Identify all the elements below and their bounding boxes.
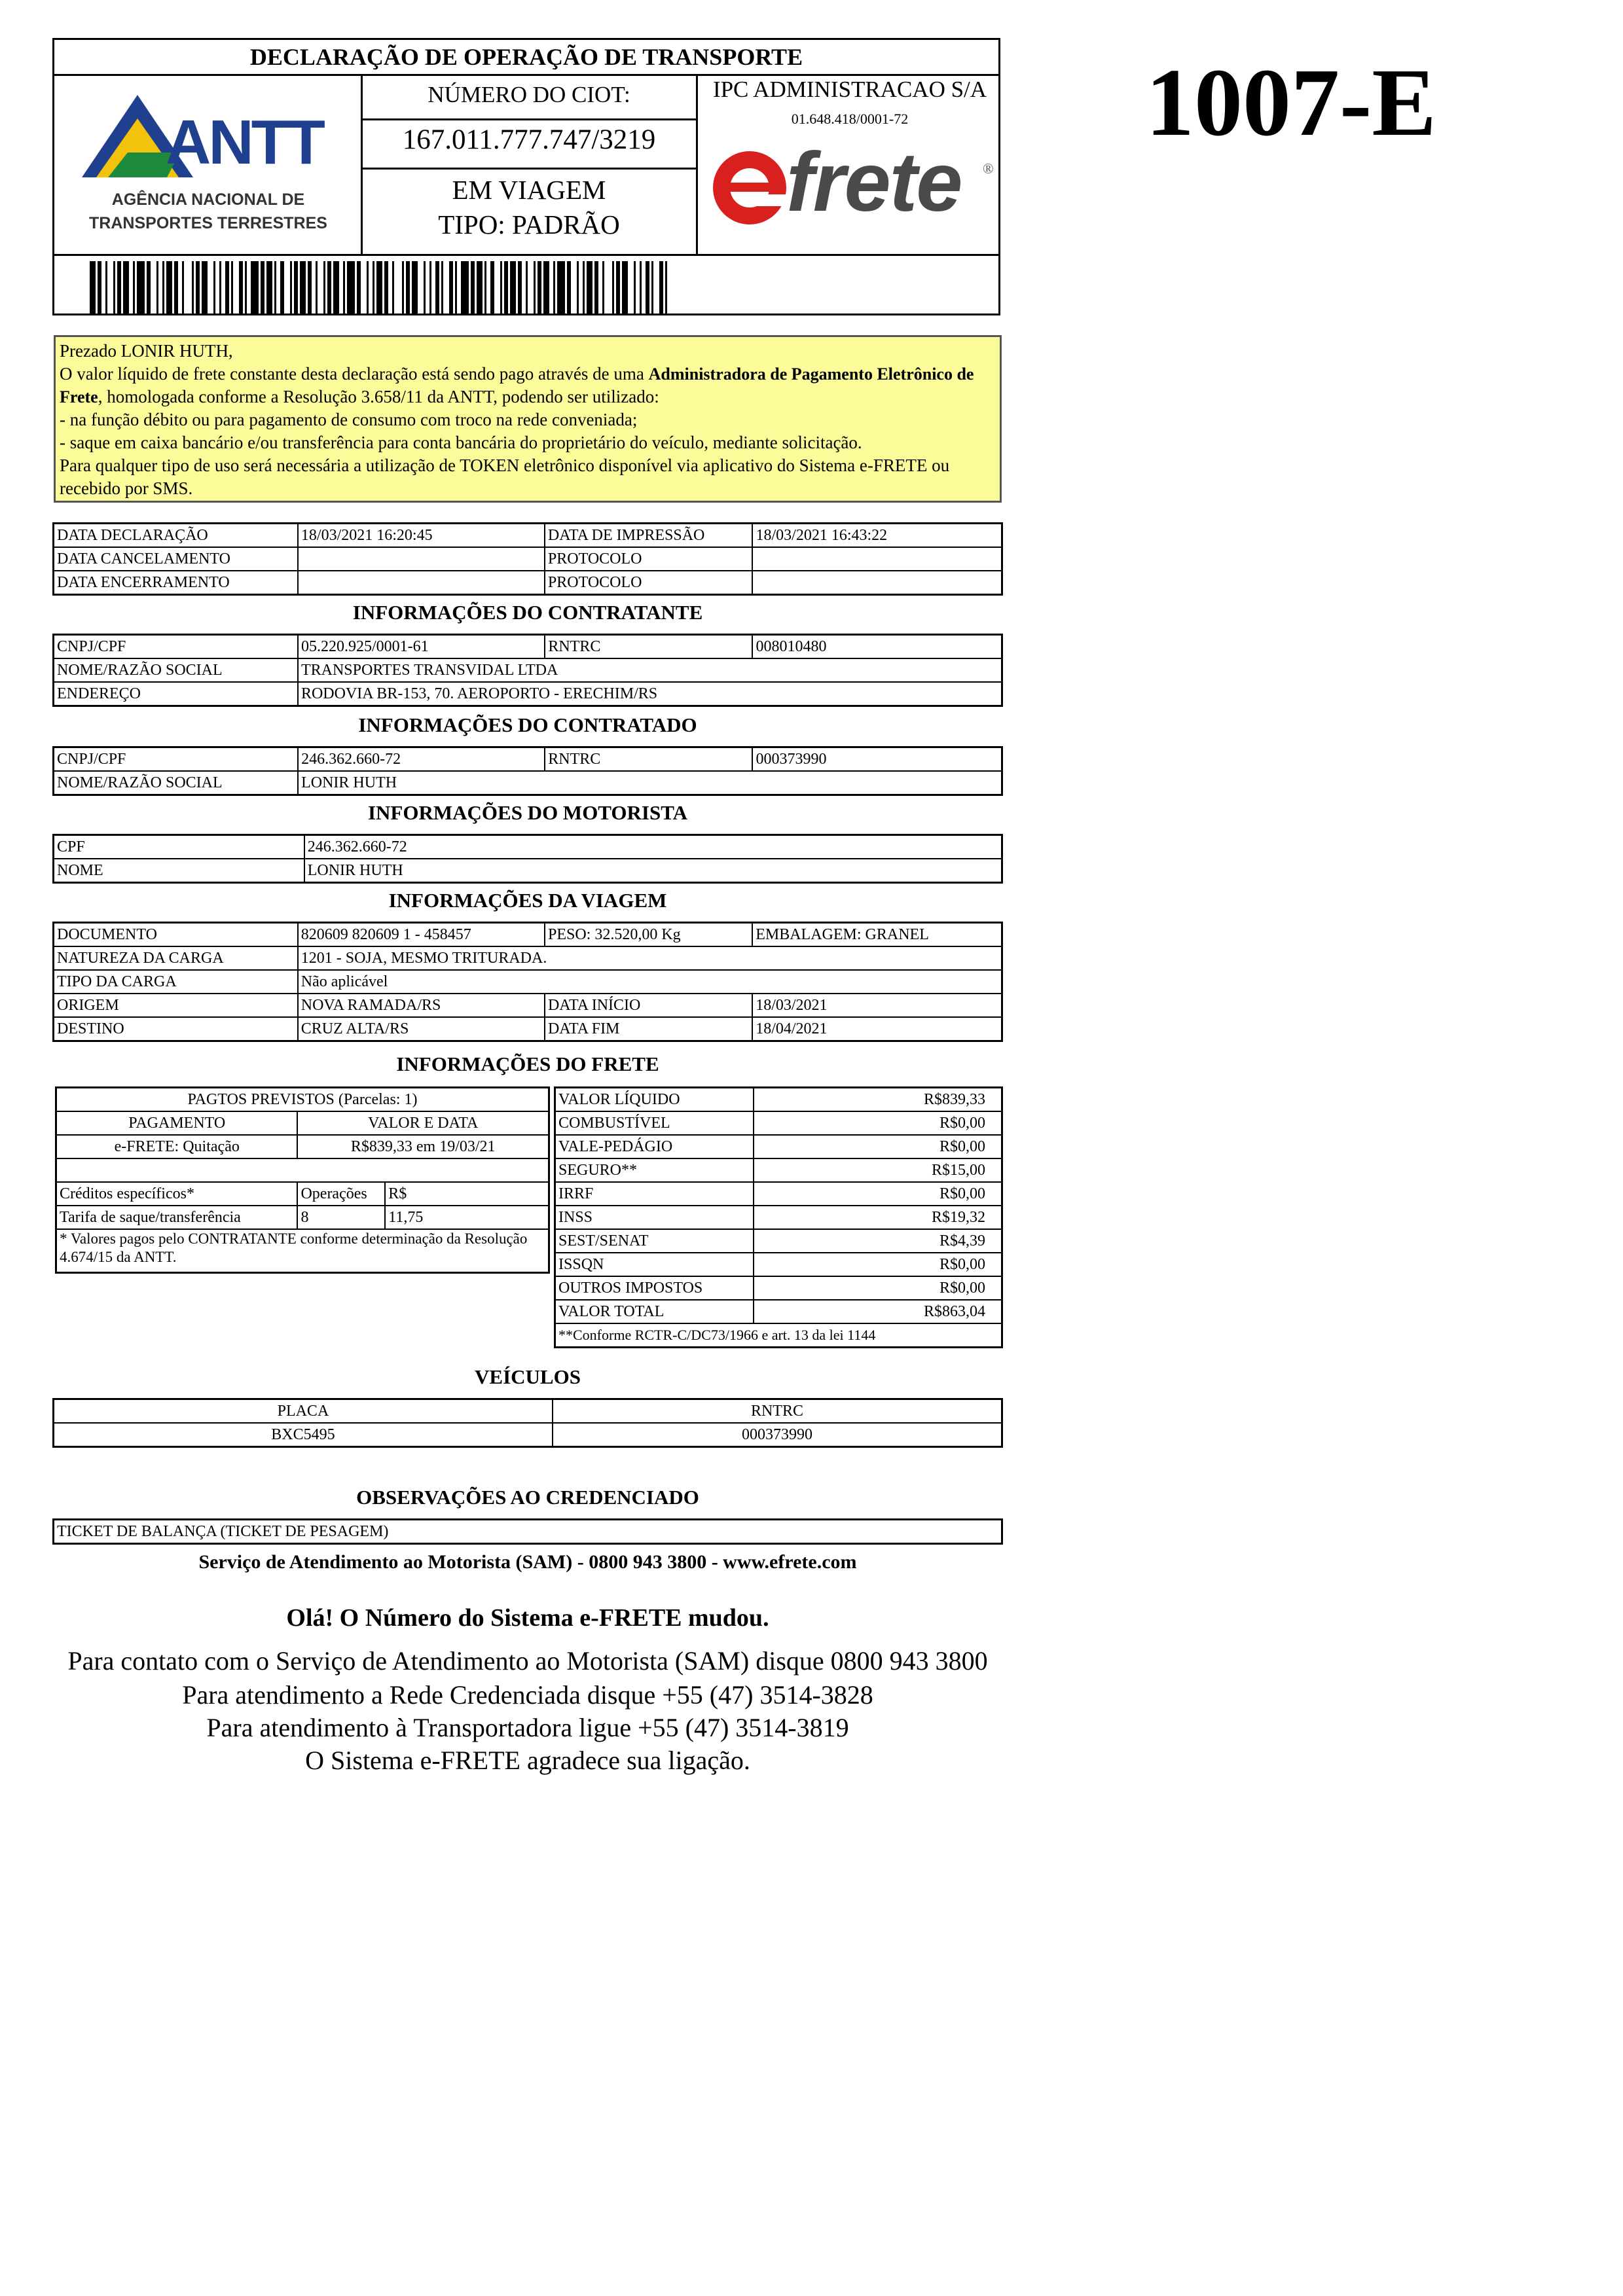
tarifa-valor: 11,75 [385, 1206, 549, 1229]
header-box [52, 38, 1000, 315]
observacoes-table [52, 1518, 1003, 1545]
valor-label: SEGURO** [555, 1158, 754, 1182]
valor-row [555, 1111, 1002, 1135]
notice-item-withdraw: - saque em caixa bancário e/ou transferência para conta bancária do proprietário do veículo, mediante solicitação. [60, 433, 862, 452]
valor-row [555, 1253, 1002, 1276]
contratado-cnpj-label: CNPJ/CPF [54, 747, 299, 772]
rs-label: R$ [385, 1182, 549, 1206]
valor-label: COMBUSTÍVEL [555, 1111, 754, 1135]
contratante-cnpj: 05.220.925/0001-61 [298, 635, 545, 659]
protocolo-value-2 [752, 571, 1002, 595]
valor-row [555, 1206, 1002, 1229]
valor-label: ISSQN [555, 1253, 754, 1276]
motorista-table [52, 834, 1003, 884]
pagamento-value: e-FRETE: Quitação [56, 1135, 298, 1158]
valor-amount: R$0,00 [754, 1135, 1002, 1158]
valor-row [555, 1300, 1002, 1323]
motorista-nome-label: NOME [54, 859, 304, 883]
valor-label: SEST/SENAT [555, 1229, 754, 1253]
contratante-rntrc-label: RNTRC [545, 635, 752, 659]
data-encerramento-label: DATA ENCERRAMENTO [54, 571, 298, 595]
peso-value: PESO: 32.520,00 Kg [545, 923, 752, 947]
contratado-rntrc: 000373990 [752, 747, 1002, 772]
valor-amount: R$0,00 [754, 1111, 1002, 1135]
tarifa-label: Tarifa de saque/transferência [56, 1206, 298, 1229]
data-inicio-label: DATA INÍCIO [545, 994, 752, 1017]
valor-amount: R$0,00 [754, 1276, 1002, 1300]
valor-row [555, 1158, 1002, 1182]
valor-row [555, 1182, 1002, 1206]
section-contratado: INFORMAÇÕES DO CONTRATADO [358, 713, 697, 736]
antt-logo [74, 92, 349, 243]
data-impressao-value: 18/03/2021 16:43:22 [752, 524, 1002, 548]
data-declaracao-value: 18/03/2021 16:20:45 [298, 524, 545, 548]
valor-label: VALOR TOTAL [555, 1300, 754, 1323]
natureza-label: NATUREZA DA CARGA [54, 946, 298, 970]
valor-amount: R$0,00 [754, 1182, 1002, 1206]
data-fim-label: DATA FIM [545, 1017, 752, 1041]
agency-name-line2: TRANSPORTES TERRESTRES [89, 214, 327, 232]
valor-label: VALE-PEDÁGIO [555, 1135, 754, 1158]
notice-item-debit: - na função débito ou para pagamento de consumo com troco na rede conveniada; [60, 410, 638, 429]
embalagem-value: EMBALAGEM: GRANEL [752, 923, 1002, 947]
data-cancelamento-value [298, 547, 545, 571]
notice-greeting: Prezado LONIR HUTH, [60, 341, 233, 361]
veiculo-rntrc-label: RNTRC [553, 1399, 1002, 1424]
origem-label: ORIGEM [54, 994, 298, 1017]
data-inicio-value: 18/03/2021 [752, 994, 1002, 1017]
placa-label: PLACA [54, 1399, 553, 1424]
protocolo-label-2: PROTOCOLO [545, 571, 753, 595]
protocolo-value [752, 547, 1002, 571]
data-fim-value: 18/04/2021 [752, 1017, 1002, 1041]
nota-resolucao: * Valores pagos pelo CONTRATANTE conforme determinação da Resolução 4.674/15 da ANTT. [56, 1229, 549, 1273]
contratante-nome-label: NOME/RAZÃO SOCIAL [54, 658, 298, 682]
dates-table [52, 522, 1003, 596]
valor-label: IRRF [555, 1182, 754, 1206]
valor-amount: R$0,00 [754, 1253, 1002, 1276]
motorista-cpf-label: CPF [54, 835, 304, 859]
contratado-cnpj: 246.362.660-72 [298, 747, 545, 772]
contratado-nome-label: NOME/RAZÃO SOCIAL [54, 771, 299, 795]
valor-row [555, 1135, 1002, 1158]
contratado-rntrc-label: RNTRC [545, 747, 752, 772]
contratante-cnpj-label: CNPJ/CPF [54, 635, 298, 659]
footer-line1: Para contato com o Serviço de Atendimento ao Motorista (SAM) disque 0800 943 3800 [67, 1646, 988, 1676]
document-title: DECLARAÇÃO DE OPERAÇÃO DE TRANSPORTE [54, 40, 998, 76]
tipo-carga-value: Não aplicável [298, 970, 1002, 994]
valor-label: INSS [555, 1206, 754, 1229]
footer-line2: Para atendimento a Rede Credenciada disque +55 (47) 3514-3828 [182, 1680, 873, 1710]
barcode [90, 261, 672, 314]
data-impressao-label: DATA DE IMPRESSÃO [545, 524, 753, 548]
origem-value: NOVA RAMADA/RS [298, 994, 545, 1017]
footer-line3: Para atendimento à Transportadora ligue +55 (47) 3514-3819 [206, 1713, 849, 1742]
placa-value: BXC5495 [54, 1423, 553, 1447]
section-observacoes: OBSERVAÇÕES AO CREDENCIADO [356, 1486, 699, 1509]
tipo-text: TIPO: PADRÃO [438, 209, 620, 240]
data-cancelamento-label: DATA CANCELAMENTO [54, 547, 298, 571]
efrete-logo [709, 135, 997, 243]
contratado-nome: LONIR HUTH [298, 771, 1002, 795]
valor-label: OUTROS IMPOSTOS [555, 1276, 754, 1300]
notice-token: Para qualquer tipo de uso será necessária a utilização de TOKEN eletrônico disponível via aplicativo do Sistema e-FRETE ou recebido por SMS. [60, 456, 950, 498]
agency-name-line1: AGÊNCIA NACIONAL DE [111, 190, 305, 209]
antt-logo-text: ANTT [166, 107, 323, 177]
valor-amount: R$15,00 [754, 1158, 1002, 1182]
valor-row [555, 1088, 1002, 1112]
contratante-endereco-label: ENDEREÇO [54, 682, 298, 706]
footer-headline: Olá! O Número do Sistema e-FRETE mudou. [286, 1604, 769, 1632]
motorista-cpf: 246.362.660-72 [304, 835, 1002, 859]
viagem-table [52, 922, 1003, 1042]
ciot-label: NÚMERO DO CIOT: [428, 82, 630, 107]
pagtos-spacer [56, 1158, 549, 1182]
footer-line4: O Sistema e-FRETE agradece sua ligação. [305, 1746, 750, 1775]
admin-name: IPC ADMINISTRACAO S/A [712, 77, 987, 102]
data-encerramento-value [298, 571, 545, 595]
valores-table [554, 1086, 1003, 1348]
creditos-label: Créditos específicos* [56, 1182, 298, 1206]
tipo-carga-label: TIPO DA CARGA [54, 970, 298, 994]
payment-notice [54, 335, 1002, 503]
contratante-endereco: RODOVIA BR-153, 70. AEROPORTO - ERECHIM/RS [298, 682, 1002, 706]
motorista-nome: LONIR HUTH [304, 859, 1002, 883]
veiculos-table [52, 1398, 1003, 1448]
section-motorista: INFORMAÇÕES DO MOTORISTA [367, 801, 687, 824]
document-code: 1007-E [1146, 49, 1436, 156]
destino-value: CRUZ ALTA/RS [298, 1017, 545, 1041]
data-declaracao-label: DATA DECLARAÇÃO [54, 524, 298, 548]
section-viagem: INFORMAÇÕES DA VIAGEM [388, 889, 667, 912]
documento-label: DOCUMENTO [54, 923, 298, 947]
contratado-table [52, 746, 1003, 796]
natureza-value: 1201 - SOJA, MESMO TRITURADA. [298, 946, 1002, 970]
admin-cnpj: 01.648.418/0001-72 [791, 111, 909, 127]
valor-label: VALOR LÍQUIDO [555, 1088, 754, 1112]
nota-seguro: **Conforme RCTR-C/DC73/1966 e art. 13 da lei 1144 [555, 1323, 1002, 1348]
section-veiculos: VEÍCULOS [475, 1365, 581, 1388]
protocolo-label: PROTOCOLO [545, 547, 753, 571]
barcode-icon [90, 261, 672, 314]
destino-label: DESTINO [54, 1017, 298, 1041]
pagtos-header: PAGTOS PREVISTOS (Parcelas: 1) [56, 1088, 549, 1112]
pagtos-table [55, 1086, 550, 1274]
contratante-rntrc: 008010480 [752, 635, 1002, 659]
status-text: EM VIAGEM [452, 175, 606, 205]
sam-line: Serviço de Atendimento ao Motorista (SAM) - 0800 943 3800 - www.efrete.com [198, 1551, 857, 1573]
efrete-logo-text: frete [786, 135, 962, 229]
pagamento-label: PAGAMENTO [56, 1111, 298, 1135]
valor-row [555, 1229, 1002, 1253]
contratante-nome: TRANSPORTES TRANSVIDAL LTDA [298, 658, 1002, 682]
valor-data-label: VALOR E DATA [297, 1111, 549, 1135]
valor-row [555, 1276, 1002, 1300]
valor-data-value: R$839,33 em 19/03/21 [297, 1135, 549, 1158]
section-frete: INFORMAÇÕES DO FRETE [396, 1052, 659, 1075]
tarifa-ops: 8 [297, 1206, 385, 1229]
contratante-table [52, 634, 1003, 707]
operacoes-label: Operações [297, 1182, 385, 1206]
registered-mark-icon: ® [983, 160, 994, 177]
observacoes-text: TICKET DE BALANÇA (TICKET DE PESAGEM) [54, 1520, 1002, 1544]
veiculo-rntrc-value: 000373990 [553, 1423, 1002, 1447]
valor-amount: R$863,04 [754, 1300, 1002, 1323]
ciot-number: 167.011.777.747/3219 [402, 124, 656, 155]
section-contratante: INFORMAÇÕES DO CONTRATANTE [352, 601, 703, 624]
valor-amount: R$4,39 [754, 1229, 1002, 1253]
valor-amount: R$19,32 [754, 1206, 1002, 1229]
valor-amount: R$839,33 [754, 1088, 1002, 1112]
notice-body: O valor líquido de frete constante desta declaração está sendo pago através de uma Administradora de Pagamento Eletrônico de Frete, homologada conforme a Resolução 3.658/11 da ANTT, podendo ser utilizado: [60, 364, 974, 406]
documento-value: 820609 820609 1 - 458457 [298, 923, 545, 947]
